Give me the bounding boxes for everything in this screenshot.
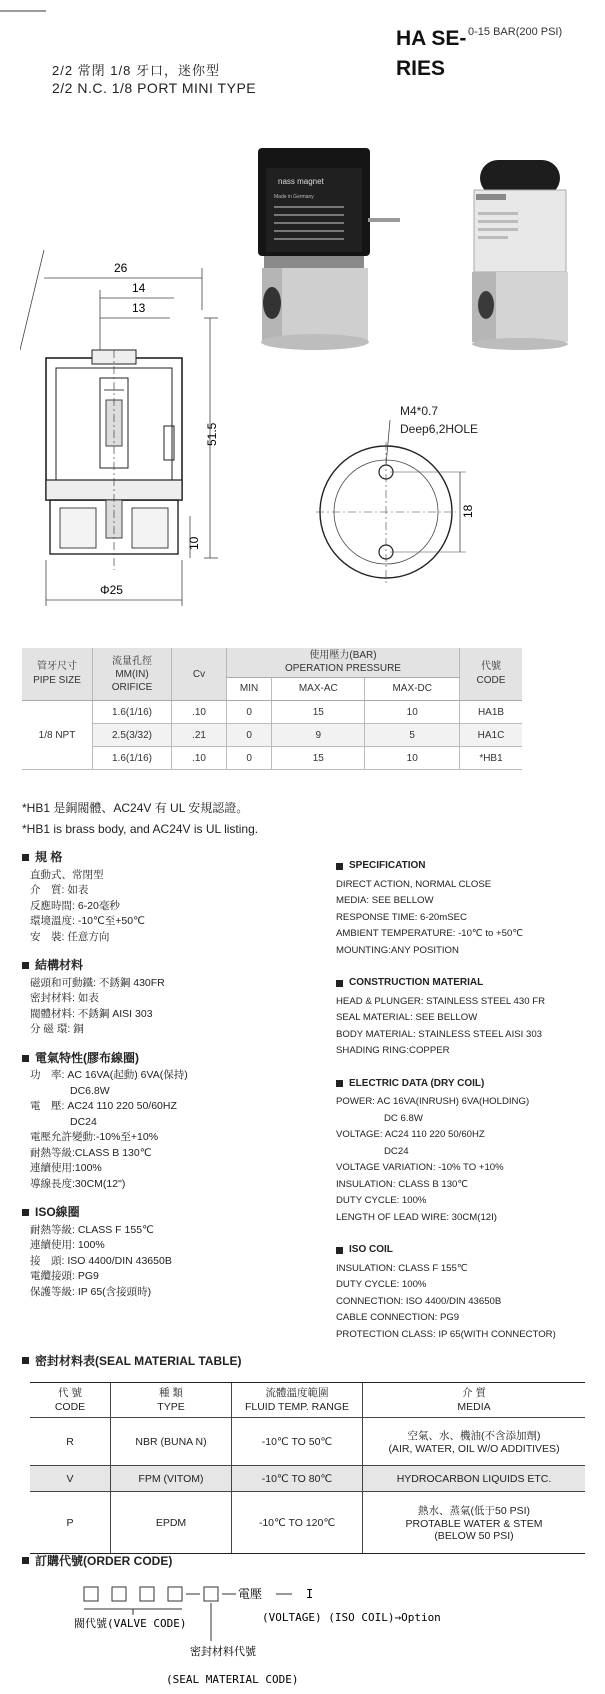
table-row [22,747,522,770]
cell-cv: .10 [172,747,227,770]
dim-10: 10 [187,536,201,550]
spec-line: 分 磁 環: 銅 [30,1023,84,1035]
cell-min: 0 [227,747,272,770]
spec-line: 環境溫度: -10℃至+50℃ [30,915,145,927]
spec-line: 直動式、常閉型 [30,868,104,881]
header-min: MIN [227,677,272,700]
spec-line: SHADING RING:COPPER [336,1045,450,1056]
table-row [22,701,522,724]
spec-line: 功 率: AC 16VA(起動) 6VA(保持) [30,1069,188,1081]
seal-cell-media: 空氣、水、機油(不含添加劑) (AIR, WATER, OIL W/O ADDITIVES) [363,1418,586,1466]
spec-line: 電纜接頭: PG9 [30,1270,99,1282]
spec-line: 磁頭和可動鐵: 不銹鋼 430FR [30,976,165,989]
order-voltage-zh: 電壓 [238,1587,263,1601]
seal-header-temp: 流體溫度範圍 FLUID TEMP. RANGE [232,1383,363,1418]
cell-max-dc: 10 [365,747,460,770]
dim-14: 14 [132,281,146,295]
seal-cell-type: FPM (VITOM) [111,1466,232,1492]
spec-line: 耐熱等級: CLASS F 155℃ [30,1223,154,1236]
cell-min: 0 [227,701,272,724]
spec-line: AMBIENT TEMPERATURE: -10℃ to +50℃ [336,928,524,939]
spec-line: DUTY CYCLE: 100% [336,1279,427,1290]
series-title: HA SE- RIES [396,27,467,80]
notes [22,798,258,840]
seal-cell-type: EPDM [111,1492,232,1554]
spec-line: DC24 [384,1145,409,1157]
spec-line: CABLE CONNECTION: PG9 [336,1312,460,1323]
order-seal-code-zh: 密封材料代號 [190,1645,256,1658]
seal-header-type: 種 類 TYPE [111,1383,232,1418]
cell-max-dc: 5 [365,724,460,747]
pressure-rating: 0-15 BAR(200 PSI) [468,26,563,38]
order-code-heading: 訂購代號(ORDER CODE) [22,1552,172,1569]
spec-line: SEAL MATERIAL: SEE BELLOW [336,1012,478,1023]
seal-header-code: 代 號 CODE [30,1383,111,1418]
spec-line: 導線長度:30CM(12") [30,1177,126,1190]
table-row [30,1466,585,1492]
spec-line: BODY MATERIAL: STAINLESS STEEL AISI 303 [336,1028,542,1040]
seal-material-table [30,1382,585,1554]
photo-brand: nass magnet [278,177,324,186]
header-cv: Cv [172,648,227,701]
corner-rule [0,10,46,12]
pressure-table [22,648,522,770]
spec-line: DC24 [70,1115,97,1128]
spec-line: HEAD & PLUNGER: STAINLESS STEEL 430 FR [336,995,545,1007]
subtitle-zh: 2/2 常閉 1/8 牙口，迷你型 [52,63,220,78]
spec-line: 連續使用: 100% [30,1239,105,1251]
dim-18: 18 [461,504,475,518]
header-code: 代號 CODE [460,648,523,701]
spec-line: MOUNTING:ANY POSITION [336,944,459,956]
cell-code: HA1B [460,701,523,724]
spec-line: 電 壓: AC24 110 220 50/60HZ [30,1100,177,1112]
spec-line: MEDIA: SEE BELLOW [336,895,434,906]
table-row [30,1492,585,1554]
cell-cv: .10 [172,701,227,724]
dim-51-5: 51.5 [205,422,219,446]
table-row [22,724,522,747]
cell-code: HA1C [460,724,523,747]
hole-depth-label: Deep6,2HOLE [400,422,479,436]
seal-cell-code: P [30,1492,111,1554]
spec-line: 安 裝: 任意方向 [30,930,110,943]
order-code-diagram [70,1585,550,1690]
cell-orifice: 2.5(3/32) [93,724,172,747]
cell-max-dc: 10 [365,701,460,724]
spec-line: 閥體材料: 不銹鋼 AISI 303 [30,1007,153,1020]
cell-code: *HB1 [460,747,523,770]
dimension-drawing [20,250,500,640]
spec-line: PROTECTION CLASS: IP 65(WITH CONNECTOR) [336,1328,556,1340]
spec-line: RESPONSE TIME: 6-20mSEC [336,911,467,923]
header-operation-pressure: 使用壓力(BAR) OPERATION PRESSURE [227,648,460,677]
seal-table-heading: 密封材料表(SEAL MATERIAL TABLE) [22,1352,241,1369]
seal-cell-code: R [30,1418,111,1466]
seal-cell-code: V [30,1466,111,1492]
note-en: *HB1 is brass body, and AC24V is UL listing. [22,822,259,836]
section-heading: SPECIFICATION [336,858,601,875]
spec-line: VOLTAGE VARIATION: -10% TO +10% [336,1162,504,1173]
spec-line: DC6.8W [70,1084,110,1097]
section-heading: 結構材料 [22,958,322,974]
header-max-ac: MAX-AC [272,677,365,700]
cell-orifice: 1.6(1/16) [93,747,172,770]
section-heading: ISO COIL [336,1242,601,1259]
spec-line: CONNECTION: ISO 4400/DIN 43650B [336,1295,502,1307]
section-heading: 電氣特性(膠布線圈) [22,1051,322,1067]
subtitle-en: 2/2 N.C. 1/8 PORT MINI TYPE [52,80,257,96]
dim-phi25: Φ25 [100,583,123,597]
header-orifice: 流量孔徑 MM(IN) ORIFICE [93,648,172,701]
spec-line: POWER: AC 16VA(INRUSH) 6VA(HOLDING) [336,1096,530,1107]
cell-min: 0 [227,724,272,747]
photo-origin: Made in Germany [274,194,314,200]
hole-thread-label: M4*0.7 [400,404,439,418]
spec-line: INSULATION: CLASS F 155℃ [336,1262,468,1274]
section-heading: ISO線圈 [22,1205,322,1221]
spec-line: DIRECT ACTION, NORMAL CLOSE [336,878,492,890]
spec-line: 介 質: 如表 [30,884,89,896]
spec-line: DUTY CYCLE: 100% [336,1195,427,1206]
seal-cell-temp: -10℃ TO 50℃ [232,1418,363,1466]
spec-line: 連續使用:100% [30,1162,102,1174]
spec-line: VOLTAGE: AC24 110 220 50/60HZ [336,1129,485,1140]
seal-header-media: 介 質 MEDIA [363,1383,586,1418]
seal-cell-media: 熱水、蒸氣(低于50 PSI) PROTABLE WATER & STEM (BELOW 50 PSI) [363,1492,586,1554]
spec-line: 耐熱等級:CLASS B 130℃ [30,1146,152,1159]
seal-cell-temp: -10℃ TO 80℃ [232,1466,363,1492]
spec-line: INSULATION: CLASS B 130℃ [336,1178,469,1190]
order-valve-code: 閥代號(VALVE CODE) [74,1617,187,1630]
note-zh: *HB1 是銅閥體、AC24V 有 UL 安規認證。 [22,801,249,815]
dim-13: 13 [132,301,146,315]
order-voltage-option: (VOLTAGE) (ISO COIL)→Option [262,1611,441,1624]
spec-line: 反應時間: 6-20毫秒 [30,899,120,912]
cell-max-ac: 9 [272,724,365,747]
spec-line: 保護等級: IP 65(含接頭時) [30,1285,152,1298]
table-row [30,1418,585,1466]
seal-cell-type: NBR (BUNA N) [111,1418,232,1466]
spec-line: DC 6.8W [384,1112,423,1124]
header-max-dc: MAX-DC [365,677,460,700]
spec-en-column [336,858,601,1343]
cell-pipe: 1/8 NPT [22,701,93,770]
cell-cv: .21 [172,724,227,747]
section-heading: 規 格 [22,850,322,866]
spec-zh-column [22,850,322,1300]
cell-max-ac: 15 [272,747,365,770]
seal-cell-temp: -10℃ TO 120℃ [232,1492,363,1554]
dim-26: 26 [114,261,128,275]
spec-line: 接 頭: ISO 4400/DIN 43650B [30,1254,172,1267]
section-heading: ELECTRIC DATA (DRY COIL) [336,1076,601,1093]
spec-line: 電壓允許變動:-10%至+10% [30,1131,159,1143]
cell-max-ac: 15 [272,701,365,724]
order-iso-mark: I [306,1587,314,1601]
cell-orifice: 1.6(1/16) [93,701,172,724]
seal-cell-media: HYDROCARBON LIQUIDS ETC. [363,1466,586,1492]
spec-line: 密封材料: 如表 [30,992,99,1004]
section-heading: CONSTRUCTION MATERIAL [336,975,601,992]
spec-line: LENGTH OF LEAD WIRE: 30CM(12I) [336,1211,497,1223]
order-seal-code-en: (SEAL MATERIAL CODE) [166,1673,299,1686]
header-pipe-size: 管牙尺寸 PIPE SIZE [22,648,93,701]
